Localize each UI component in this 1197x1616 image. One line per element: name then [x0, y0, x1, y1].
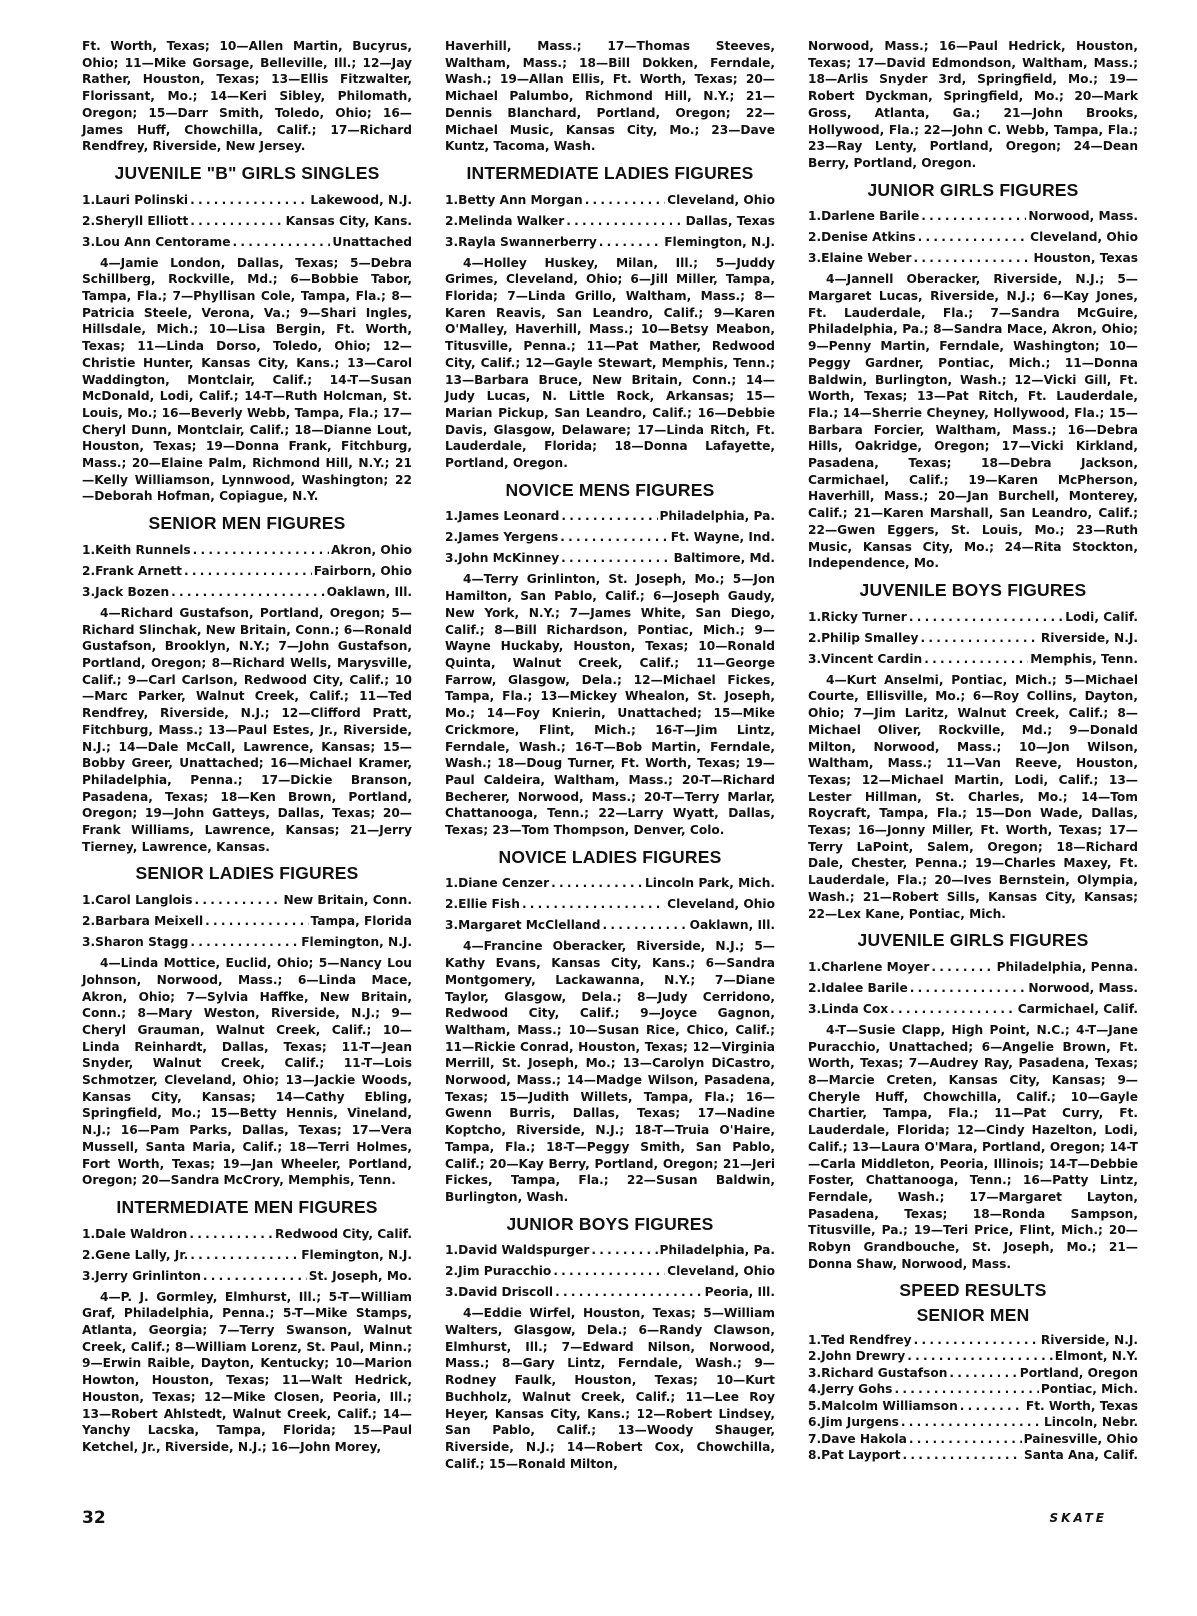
section-heading: JUVENILE GIRLS FIGURES: [857, 930, 1089, 951]
leader-dots: [555, 1282, 703, 1303]
place-location: Fairborn, Ohio: [313, 563, 412, 578]
leader-dots: [553, 1261, 665, 1282]
place-name: Dale Waldron: [95, 1226, 188, 1241]
place-name: John McKinney: [458, 551, 560, 566]
place-number: 1.: [445, 876, 459, 891]
place-row: [445, 1240, 775, 1261]
leader-dots: [190, 1245, 299, 1266]
remaining-places: 4—Holley Huskey, Milan, Ill.; 5—Juddy Grimes, Cleveland, Ohio; 6—Jill Miller, Tampa, Florida; 7—Linda Grillo, Waltham, Mass.; 8—Karen Reavis, San Leandro, Calif.; 9—Karen O'Malley, Haverhill, Mass.; 10—Betsy Meabon, Titusville, Penna.; 11—Pat Mather, Redwood City, Calif.; 12—Gayle Stewart, Memphis, Tenn.; 13—Barbara Bruce, New Britain, Conn.; 14—Judy Lucas, N. Little Rock, Arkansas; 15—Marian Pickup, San Leandro, Calif.; 16—Debbie Davis, Glasgow, Delaware; 17—Linda Ritch, Ft. Lauderdale, Florida; 18—Donna Lafayette, Portland, Oregon.: [445, 255, 775, 471]
section-heading: JUNIOR GIRLS FIGURES: [867, 179, 1079, 200]
place-number: 3.: [445, 1285, 459, 1300]
place-location: Lodi, Calif.: [1065, 609, 1138, 624]
place-row: [445, 506, 775, 527]
place-name: Gene Lally, Jr.: [95, 1247, 189, 1262]
place-number: 1.: [82, 1226, 96, 1241]
leader-dots: [901, 1414, 1042, 1431]
leader-dots: [949, 1365, 1017, 1382]
place-number: 3.: [445, 551, 459, 566]
place-row: [808, 248, 1138, 269]
leader-dots: [960, 1398, 1024, 1415]
speed-results-heading: SPEED RESULTS: [899, 1280, 1047, 1301]
place-number: 6.: [808, 1415, 822, 1430]
remaining-places: 4-T—Susie Clapp, High Point, N.C.; 4-T—Jane Puracchio, Unattached; 6—Angelie Brown, Ft. Worth, Texas; 7—Audrey Ray, Pasadena, Texas; 8—Marcie Creten, Kansas City, Kansas; 9—Cheryle Huff, Chowchilla, Calif.; 10—Gayle Chartier, Tampa, Fla.; 11—Pat Curry, Ft. Lauderdale, Florida; 12—Cindy Hazelton, Lodi, Calif.; 13—Laura O'Mara, Portland, Oregon; 14-T—Carla Middleton, Peoria, Illinois; 14-T—Debbie Foster, Chattanooga, Tenn.; 16—Patty Lintz, Ferndale, Wash.; 17—Margaret Layton, Pasadena, Texas; 18—Ronda Sampson, Titusville, Pa.; 19—Teri Price, Flint, Mich.; 20—Robyn Grandbouche, St. Joseph, Mo.; 21—Donna Shaw, Norwood, Mass.: [808, 1022, 1138, 1271]
place-row: [808, 957, 1138, 978]
leader-dots: [522, 894, 665, 915]
leader-dots: [189, 1224, 273, 1245]
place-number: 3.: [808, 1365, 822, 1380]
leader-dots: [910, 978, 1027, 999]
place-name: Jim Puracchio: [458, 1264, 552, 1279]
remaining-places: 4—Richard Gustafson, Portland, Oregon; 5—Richard Slinchak, New Britain, Conn.; 6—Ronald Gustafson, Brooklyn, N.Y.; 7—John Gustafson, Portland, Oregon; 8—Richard Wells, Marysville, Calif.; 9—Carl Carlson, Redwood City, Calif.; 10—Marc Parker, Walnut Creek, Calif.; 11—Ted Rendfrey, Riverside, N.J.; 12—Clifford Pratt, Fitchburg, Mass.; 13—Paul Estes, Jr., Riverside, N.J.; 14—Dale McCall, Lawrence, Kansas; 15—Bobby Greer, Unattached; 16—Michael Kramer, Philadelphia, Penna.; 17—Dickie Branson, Pasadena, Texas; 18—Ken Brown, Portland, Oregon; 19—John Gatteys, Dallas, Texas; 20—Frank Williams, Lawrence, Kansas; 21—Jerry Tierney, Lawrence, Kansas.: [82, 605, 412, 854]
place-row: [808, 999, 1138, 1020]
section-heading: INTERMEDIATE LADIES FIGURES: [466, 162, 754, 183]
place-row: [82, 561, 412, 582]
place-row: [445, 1282, 775, 1303]
leader-dots: [203, 1266, 307, 1287]
place-location: Norwood, Mass.: [1028, 209, 1138, 224]
remaining-places: 4—Eddie Wirfel, Houston, Texas; 5—William Walters, Glasgow, Dela.; 6—Randy Clawson, Elmhurst, Ill.; 7—Edward Nilson, Norwood, Mass.; 8—Gary Lintz, Ferndale, Wash.; 9—Rodney Faulk, Houston, Texas; 10—Kurt Buchholz, Walnut Creek, Calif.; 11—Lee Roy Heyer, Kansas City, Kans.; 12—Robert Lindsey, San Pablo, Calif.; 13—Woody Shauger, Riverside, N.J.; 14—Robert Cox, Chowchilla, Calif.; 15—Ronald Milton,: [445, 1306, 775, 1471]
place-location: Lincoln, Nebr.: [1043, 1415, 1138, 1430]
section-speed-results: [808, 1282, 1138, 1463]
leader-dots: [909, 607, 1063, 628]
section-junior-girls-figures: [808, 179, 1138, 572]
place-name: Lou Ann Centorame: [95, 234, 231, 249]
section-juvenile-girls-figures: [808, 932, 1138, 1272]
leader-dots: [924, 649, 1028, 670]
place-number: 1.: [82, 893, 96, 908]
place-row: [808, 1398, 1138, 1415]
place-row: [445, 548, 775, 569]
place-number: 2.: [445, 530, 459, 545]
place-name: Idalee Barile: [821, 980, 908, 995]
place-number: 2.: [808, 980, 822, 995]
place-name: Malcolm Williamson: [821, 1398, 958, 1413]
section-juvenile-boys-figures: [808, 579, 1138, 922]
section-novice-mens-figures: [445, 479, 775, 839]
leader-dots: [190, 190, 308, 211]
place-location: Cleveland, Ohio: [1030, 230, 1138, 245]
place-name: Carol Langlois: [95, 893, 193, 908]
place-number: 1.: [808, 209, 822, 224]
leader-dots: [603, 915, 688, 936]
place-row: [808, 628, 1138, 649]
place-number: 8.: [808, 1448, 822, 1463]
place-location: Lincoln Park, Mich.: [645, 876, 775, 891]
leader-dots: [566, 211, 683, 232]
section-intermediate-ladies-figures: [445, 162, 775, 472]
place-row: [82, 211, 412, 232]
place-row: [808, 1348, 1138, 1365]
place-name: Elaine Weber: [821, 251, 912, 266]
section-heading: NOVICE LADIES FIGURES: [498, 846, 722, 867]
leader-dots: [585, 190, 665, 211]
place-location: Houston, Texas: [1033, 251, 1138, 266]
leader-dots: [909, 1431, 1022, 1448]
leader-dots: [903, 1447, 1023, 1464]
remaining-places: 4—P. J. Gormley, Elmhurst, Ill.; 5-T—William Graf, Philadelphia, Penna.; 5-T—Mike Stamps, Atlanta, Georgia; 7—Terry Swanson, Walnut Creek, Calif.; 8—William Lorenz, St. Paul, Minn.; 9—Erwin Raible, Dayton, Kentucky; 10—Marion Howton, Houston, Texas; 11—Walt Hedrick, Houston, Texas; 12—Mike Closen, Peoria, Ill.; 13—Robert Ahlstedt, Walnut Creek, Calif.; 14—Yanchy Lacska, Tampa, Florida; 15—Paul Ketchel, Jr., Riverside, N.J.; 16—John Morey,: [82, 1289, 412, 1454]
place-row: [82, 932, 412, 953]
section-juvenile-b-girls-singles: [82, 162, 412, 505]
place-number: 1.: [808, 959, 822, 974]
remaining-places: 4—Francine Oberacker, Riverside, N.J.; 5—Kathy Evans, Kansas City, Kans.; 6—Sandra Montgomery, Lackawanna, N.Y.; 7—Diane Taylor, Glasgow, Dela.; 8—Judy Cerridono, Redwood City, Calif.; 9—Joyce Gagnon, Waltham, Mass.; 10—Susan Rice, Chico, Calif.; 11—Rickie Conrad, Houston, Texas; 12—Virginia Merrill, St. Joseph, Mo.; 13—Carolyn DiCastro, Norwood, Mass.; 14—Madge Wilson, Pasadena, Texas; 15—Judith Willets, Tampa, Fla.; 16—Gwenn Burris, Dallas, Texas; 17—Nadine Koptcho, Riverside, N.J.; 18-T—Truia O'Haire, Tampa, Fla.; 18-T—Peggy Smith, San Pablo, Calif.; 20—Kay Berry, Portland, Oregon; 21—Jeri Fickes, Tampa, Fla.; 22—Susan Baldwin, Burlington, Wash.: [445, 939, 775, 1204]
place-number: 3.: [808, 1001, 822, 1016]
place-number: 2.: [445, 897, 459, 912]
place-location: Flemington, N.J.: [301, 935, 412, 950]
place-number: 3.: [808, 251, 822, 266]
place-number: 7.: [808, 1431, 822, 1446]
place-name: Rayla Swannerberry: [458, 234, 597, 249]
place-row: [808, 206, 1138, 227]
place-name: Melinda Walker: [458, 213, 565, 228]
leader-dots: [190, 211, 283, 232]
place-row: [808, 227, 1138, 248]
place-row: [808, 978, 1138, 999]
place-number: 2.: [82, 1247, 96, 1262]
leader-dots: [190, 932, 299, 953]
leader-dots: [914, 248, 1032, 269]
place-location: Carmichael, Calif.: [1017, 1001, 1138, 1016]
place-number: 2.: [808, 1349, 822, 1364]
place-row: [445, 527, 775, 548]
place-number: 3.: [82, 234, 96, 249]
place-number: 2.: [82, 563, 96, 578]
section-heading: SENIOR LADIES FIGURES: [135, 863, 359, 884]
place-location: Ft. Wayne, Ind.: [670, 530, 775, 545]
place-row: [82, 582, 412, 603]
section-heading: NOVICE MENS FIGURES: [505, 479, 715, 500]
place-row: [808, 1447, 1138, 1464]
place-number: 3.: [82, 935, 96, 950]
place-name: David Waldspurger: [458, 1243, 590, 1258]
place-row: [808, 1365, 1138, 1382]
leader-dots: [184, 561, 312, 582]
place-location: Oaklawn, Ill.: [689, 918, 775, 933]
place-row: [808, 1381, 1138, 1398]
place-location: Flemington, N.J.: [301, 1247, 412, 1262]
place-name: Sheryll Elliott: [95, 213, 189, 228]
place-row: [82, 890, 412, 911]
place-name: Keith Runnels: [95, 542, 191, 557]
footer-magazine-name: SKATE: [1049, 1511, 1107, 1525]
place-location: Painesville, Ohio: [1023, 1431, 1138, 1446]
place-name: Jim Jurgens: [821, 1415, 899, 1430]
place-location: New Britain, Conn.: [283, 893, 412, 908]
place-number: 2.: [82, 213, 96, 228]
place-name: Darlene Barile: [821, 209, 920, 224]
place-number: 1.: [808, 609, 822, 624]
place-name: Linda Cox: [821, 1001, 889, 1016]
place-name: Pat Layport: [821, 1448, 901, 1463]
place-location: Cleveland, Ohio: [667, 897, 775, 912]
column-2: [445, 38, 775, 1478]
place-name: Denise Atkins: [821, 230, 916, 245]
place-name: Jerry Gohs: [821, 1382, 893, 1397]
place-name: David Driscoll: [458, 1285, 554, 1300]
place-name: James Leonard: [458, 509, 560, 524]
place-name: Vincent Cardin: [821, 651, 923, 666]
place-number: 1.: [82, 192, 96, 207]
leader-dots: [560, 527, 669, 548]
leader-dots: [921, 206, 1026, 227]
leader-dots: [193, 540, 329, 561]
place-name: Ted Rendfrey: [821, 1332, 912, 1347]
place-number: 2.: [808, 630, 822, 645]
section-senior-ladies-figures: [82, 865, 412, 1189]
place-name: Jerry Grinlinton: [95, 1268, 201, 1283]
place-name: Betty Ann Morgan: [458, 192, 583, 207]
place-number: 3.: [82, 1268, 96, 1283]
leader-dots: [561, 548, 671, 569]
place-number: 1.: [445, 509, 459, 524]
place-location: Norwood, Mass.: [1028, 980, 1138, 995]
place-location: Philadelphia, Pa.: [659, 1243, 775, 1258]
place-row: [445, 915, 775, 936]
place-name: Ricky Turner: [821, 609, 907, 624]
place-row: [82, 1224, 412, 1245]
place-location: Unattached: [332, 234, 412, 249]
place-name: Jack Bozen: [95, 584, 170, 599]
section-intermediate-men-figures: [82, 1196, 412, 1456]
place-location: Santa Ana, Calif.: [1024, 1448, 1138, 1463]
place-name: Dave Hakola: [821, 1431, 907, 1446]
remaining-places: 4—Linda Mottice, Euclid, Ohio; 5—Nancy Lou Johnson, Norwood, Mass.; 6—Linda Mace, Akron, Ohio; 7—Sylvia Haffke, New Britain, Conn.; 8—Mary Weston, Riverside, N.J.; 9—Cheryl Grauman, Walnut Creek, Calif.; 10—Linda Reinhardt, Dallas, Texas; 11-T—Jean Snyder, Walnut Creek, Calif.; 11-T—Lois Schmotzer, Cleveland, Ohio; 13—Jackie Woods, Kansas City, Kansas; 14—Cathy Ebling, Springfield, Mo.; 15—Betty Hennis, Vineland, N.J.; 16—Pam Parks, Dallas, Texas; 17—Vera Mussell, Santa Maria, Calif.; 18—Terri Holmes, Fort Worth, Texas; 19—Jan Wheeler, Portland, Oregon; 20—Sandra McCrory, Memphis, Tenn.: [82, 956, 412, 1188]
place-location: Elmont, N.Y.: [1054, 1349, 1138, 1364]
place-location: Riverside, N.J.: [1040, 1332, 1138, 1347]
place-location: Dallas, Texas: [685, 213, 775, 228]
place-row: [82, 540, 412, 561]
place-location: Flemington, N.J.: [664, 234, 775, 249]
leader-dots: [890, 999, 1016, 1020]
leader-dots: [894, 1381, 1038, 1398]
place-location: Philadelphia, Penna.: [996, 959, 1138, 974]
lead-paragraph: Haverhill, Mass.; 17—Thomas Steeves, Waltham, Mass.; 18—Bill Dokken, Ferndale, Wash.; 19—Allan Ellis, Ft. Worth, Texas; 20—Michael Palumbo, Richmond Hill, N.Y.; 21—Dennis Blanchard, Portland, Oregon; 22—Michael Music, Kansas City, Mo.; 23—Dave Kuntz, Tacoma, Wash.: [445, 39, 775, 154]
section-heading: INTERMEDIATE MEN FIGURES: [116, 1196, 378, 1217]
place-name: Charlene Moyer: [821, 959, 930, 974]
place-row: [445, 873, 775, 894]
place-location: Ft. Worth, Texas: [1025, 1398, 1138, 1413]
place-name: Ellie Fish: [458, 897, 520, 912]
section-novice-ladies-figures: [445, 846, 775, 1206]
place-name: Frank Arnett: [95, 563, 182, 578]
place-location: Cleveland, Ohio: [667, 1264, 775, 1279]
place-name: Lauri Polinski: [95, 192, 189, 207]
place-row: [82, 232, 412, 253]
place-location: Akron, Ohio: [330, 542, 412, 557]
place-name: Barbara Meixell: [95, 914, 204, 929]
place-location: Peoria, Ill.: [704, 1285, 775, 1300]
section-heading: JUVENILE "B" GIRLS SINGLES: [114, 162, 380, 183]
leader-dots: [194, 890, 281, 911]
place-number: 4.: [808, 1382, 822, 1397]
place-location: Cleveland, Ohio: [667, 192, 775, 207]
place-row: [445, 232, 775, 253]
place-location: Memphis, Tenn.: [1030, 651, 1138, 666]
remaining-places: 4—Kurt Anselmi, Pontiac, Mich.; 5—Michael Courte, Ellisville, Mo.; 6—Roy Collins, Dayton, Ohio; 7—Jim Laritz, Walnut Creek, Calif.; 8—Michael Oliver, Rockville, Md.; 9—Donald Milton, Norwood, Mass.; 10—Jon Wilson, Waltham, Mass.; 11—Van Reeve, Houston, Texas; 12—Michael Martin, Lodi, Calif.; 13—Lester Hillman, St. Charles, Mo.; 14—Tom Roycraft, Tampa, Fla.; 15—Don Wade, Dallas, Texas; 16—Jonny Miller, Ft. Worth, Texas; 17—Terry LaPoint, Salem, Oregon; 18—Richard Dale, Chester, Penna.; 19—Charles Maxey, Ft. Lauderdale, Fla.; 20—Ives Bernstein, Olympia, Wash.; 21—Robert Sills, Kansas City, Kansas; 22—Lex Kane, Pontiac, Mich.: [808, 672, 1138, 921]
place-number: 5.: [808, 1398, 822, 1413]
section-junior-boys-figures: [445, 1213, 775, 1473]
leader-dots: [914, 1332, 1039, 1349]
column-3: [808, 38, 1138, 1464]
place-location: Lakewood, N.J.: [310, 192, 412, 207]
place-row: [808, 1431, 1138, 1448]
place-location: Pontiac, Mich.: [1040, 1382, 1138, 1397]
leader-dots: [921, 628, 1039, 649]
place-location: Baltimore, Md.: [673, 551, 775, 566]
speed-subheading: SENIOR MEN: [916, 1305, 1030, 1326]
place-location: St. Joseph, Mo.: [308, 1268, 412, 1283]
place-row: [808, 649, 1138, 670]
leader-dots: [907, 1348, 1053, 1365]
lead-paragraph: Norwood, Mass.; 16—Paul Hedrick, Houston, Texas; 17—David Edmondson, Waltham, Mass.; 18—Arlis Snyder 3rd, Springfield, Mo.; 19—Robert Dyckman, Springfield, Mo.; 20—Mark Gross, Atlanta, Ga.; 21—John Brooks, Hollywood, Fla.; 22—John C. Webb, Tampa, Fla.; 23—Ray Lenty, Portland, Oregon; 24—Dean Berry, Portland, Oregon.: [808, 39, 1138, 170]
place-number: 2.: [445, 213, 459, 228]
place-number: 2.: [445, 1264, 459, 1279]
place-row: [808, 1332, 1138, 1349]
remaining-places: 4—Terry Grinlinton, St. Joseph, Mo.; 5—Jon Hamilton, San Pablo, Calif.; 6—Joseph Gaudy, New York, N.Y.; 7—James White, San Diego, Calif.; 8—Bill Richardson, Pontiac, Mich.; 9—Wayne Huckaby, Houston, Texas; 10—Ronald Quinta, Walnut Creek, Calif.; 11—George Farrow, Glasgow, Dela.; 12—Michael Fickes, Tampa, Fla.; 13—Mickey Whealon, St. Joseph, Mo.; 14—Foy Knierin, Unattached; 15—Mike Crickmore, Flint, Mich.; 16-T—Jim Lintz, Ferndale, Wash.; 16-T—Bob Martin, Ferndale, Wash.; 18—Doug Turner, Ft. Worth, Texas; 19—Paul Caldeira, Waltham, Mass.; 20-T—Richard Becherer, Norwood, Mass.; 20-T—Terry Marlar, Chattanooga, Tenn.; 22—Larry Wyatt, Dallas, Texas; 23—Tom Thompson, Denver, Colo.: [445, 572, 775, 838]
remaining-places: 4—Jamie London, Dallas, Texas; 5—Debra Schillberg, Rockville, Md.; 6—Bobbie Tabor, Tampa, Fla.; 7—Phyllisan Cole, Tampa, Fla.; 8—Patricia Steele, Verona, Va.; 9—Shari Ingles, Hillsdale, Mich.; 10—Lisa Bergin, Ft. Worth, Texas; 11—Linda Dorso, Toledo, Ohio; 12—Christie Hunter, Kansas City, Kans.; 13—Carol Waddington, Montclair, Calif.; 14-T—Susan McDonald, Lodi, Calif.; 14-T—Ruth Holcman, St. Louis, Mo.; 16—Beverly Webb, Tampa, Fla.; 17—Cheryl Dunn, Montclair, Calif.; 18—Dianne Lout, Houston, Texas; 19—Donna Frank, Fitchburg, Mass.; 20—Elaine Palm, Richmond Hill, N.Y.; 21—Kelly Williamson, Lynnwood, Washington; 22—Deborah Hofman, Copiague, N.Y.: [82, 255, 412, 504]
leader-dots: [551, 873, 643, 894]
place-row: [82, 1266, 412, 1287]
place-name: James Yergens: [458, 530, 559, 545]
place-name: Philip Smalley: [821, 630, 919, 645]
place-row: [445, 1261, 775, 1282]
column-1: [82, 38, 412, 1462]
place-name: Richard Gustafson: [821, 1365, 948, 1380]
place-number: 3.: [808, 651, 822, 666]
page-number: 32: [82, 1508, 106, 1528]
place-location: Riverside, N.J.: [1040, 630, 1138, 645]
place-number: 3.: [82, 584, 96, 599]
place-row: [82, 911, 412, 932]
leader-dots: [599, 232, 662, 253]
place-location: Tampa, Florida: [310, 914, 412, 929]
lead-paragraph: Ft. Worth, Texas; 10—Allen Martin, Bucyrus, Ohio; 11—Mike Gorsage, Belleville, Ill.; 12—Jay Rather, Houston, Texas; 13—Ellis Fitzwalter, Florissant, Mo.; 14—Keri Sibley, Philomath, Oregon; 15—Darr Smith, Toledo, Ohio; 16—James Huff, Chowchilla, Calif.; 17—Richard Rendfrey, Riverside, New Jersey.: [82, 39, 412, 154]
leader-dots: [918, 227, 1029, 248]
place-number: 1.: [808, 1332, 822, 1347]
section-heading: SENIOR MEN FIGURES: [148, 513, 346, 534]
place-location: Oaklawn, Ill.: [326, 584, 412, 599]
leader-dots: [931, 957, 994, 978]
place-location: Philadelphia, Pa.: [659, 509, 775, 524]
place-name: John Drewry: [821, 1349, 906, 1364]
leader-dots: [561, 506, 657, 527]
place-location: Redwood City, Calif.: [275, 1226, 412, 1241]
remaining-places: 4—Jannell Oberacker, Riverside, N.J.; 5—Margaret Lucas, Riverside, N.J.; 6—Kay Jones, Ft. Lauderdale, Fla.; 7—Sandra McGuire, Philadelphia, Pa.; 8—Sandra Mace, Akron, Ohio; 9—Penny Martin, Ferndale, Washington; 10—Peggy Gardner, Pontiac, Mich.; 11—Donna Baldwin, Burlington, Wash.; 12—Vicki Gill, Ft. Worth, Texas; 13—Pat Ritch, Ft. Lauderdale, Fla.; 14—Sherrie Cheyney, Hollywood, Fla.; 15—Barbara Forcier, Waltham, Mass.; 16—Debra Hills, Oakridge, Oregon; 17—Vicki Kirkland, Pasadena, Texas; 18—Debra Jackson, Carmichael, Calif.; 19—Karen McPherson, Haverhill, Mass.; 20—Jan Burchell, Monterey, Calif.; 21—Karen Marshall, San Leandro, Calif.; 22—Gwen Eggers, St. Louis, Mo.; 23—Ruth Music, Kansas City, Mo.; 24—Rita Stockton, Independence, Mo.: [808, 272, 1138, 571]
place-row: [808, 607, 1138, 628]
place-location: Portland, Oregon: [1019, 1365, 1138, 1380]
place-number: 3.: [445, 234, 459, 249]
place-number: 2.: [808, 230, 822, 245]
place-number: 3.: [445, 918, 459, 933]
place-row: [445, 894, 775, 915]
leader-dots: [205, 911, 308, 932]
place-row: [445, 211, 775, 232]
place-row: [82, 190, 412, 211]
place-row: [808, 1414, 1138, 1431]
place-location: Kansas City, Kans.: [285, 213, 412, 228]
place-row: [445, 190, 775, 211]
place-name: Margaret McClelland: [458, 918, 601, 933]
section-senior-men-figures: [82, 515, 412, 855]
place-name: Sharon Stagg: [95, 935, 189, 950]
place-number: 2.: [82, 914, 96, 929]
section-heading: JUVENILE BOYS FIGURES: [859, 579, 1087, 600]
place-number: 1.: [445, 192, 459, 207]
leader-dots: [591, 1240, 657, 1261]
place-number: 1.: [445, 1243, 459, 1258]
leader-dots: [171, 582, 324, 603]
place-name: Diane Cenzer: [458, 876, 550, 891]
place-number: 1.: [82, 542, 96, 557]
place-row: [82, 1245, 412, 1266]
section-heading: JUNIOR BOYS FIGURES: [506, 1213, 714, 1234]
leader-dots: [233, 232, 331, 253]
